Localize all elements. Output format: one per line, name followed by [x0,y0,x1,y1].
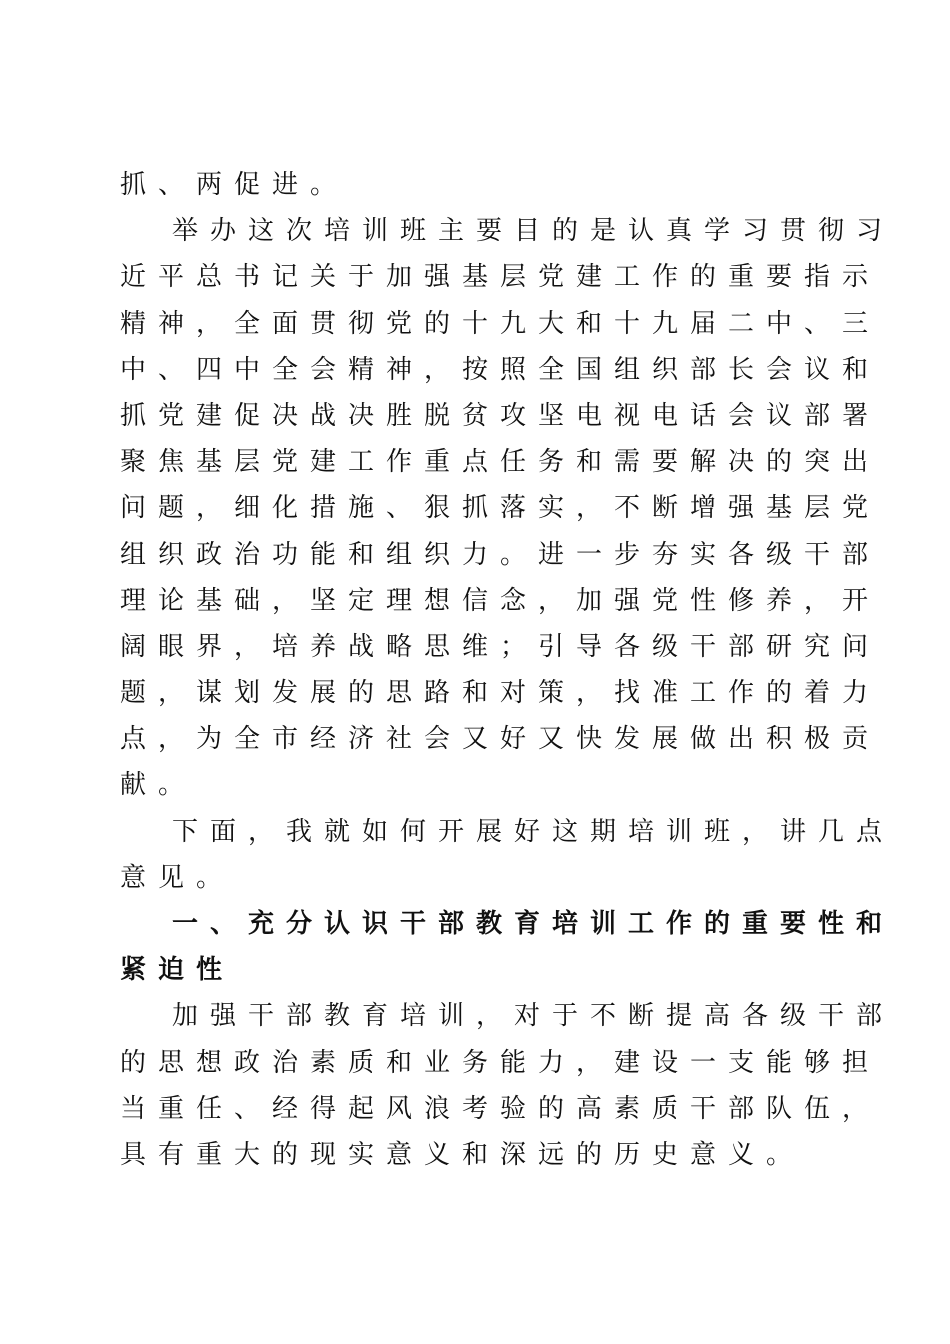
paragraph-opinions-intro [120,809,895,901]
heading-line: 一、充分认识干部教育培训工作的重要性和 [172,909,895,939]
text-line: 点，为全市经济社会又好又快发展做出积极贡 [120,724,881,755]
document-page [120,162,895,1178]
text-line: 献。 [120,770,197,801]
section-heading [120,901,895,993]
text-line: 聚焦基层党建工作重点任务和需要解决的突出 [120,447,881,478]
text-line: 抓党建促决战决胜脱贫攻坚电视电话会议部署 [120,400,881,431]
text-line: 当重任、经得起风浪考验的高素质干部队伍， [120,1093,881,1124]
text-line: 举办这次培训班主要目的是认真学习贯彻习 [172,216,895,247]
text-line: 的思想政治素质和业务能力，建设一支能够担 [120,1047,881,1078]
text-line: 下面，我就如何开展好这期培训班，讲几点 [172,816,895,847]
text-line: 阔眼界，培养战略思维；引导各级干部研究问 [120,631,881,662]
text-line: 理论基础，坚定理想信念，加强党性修养，开 [120,585,881,616]
text-line: 加强干部教育培训，对于不断提高各级干部 [172,1001,895,1032]
text-line: 具有重大的现实意义和深远的历史意义。 [120,1139,805,1170]
paragraph-importance [120,993,895,1178]
paragraph-training-purpose [120,208,895,808]
text-line: 意见。 [120,862,235,893]
text-line: 题，谋划发展的思路和对策，找准工作的着力 [120,678,881,709]
text-line: 问题，细化措施、狠抓落实，不断增强基层党 [120,493,881,524]
text-line: 组织政治功能和组织力。进一步夯实各级干部 [120,539,881,570]
text-line: 近平总书记关于加强基层党建工作的重要指示 [120,262,881,293]
text-line: 中、四中全会精神，按照全国组织部长会议和 [120,354,881,385]
heading-line: 紧迫性 [120,955,235,986]
text-line: 抓、两促进。 [120,170,349,200]
paragraph-continuation [120,162,814,208]
text-line: 精神，全面贯彻党的十九大和十九届二中、三 [120,308,881,339]
